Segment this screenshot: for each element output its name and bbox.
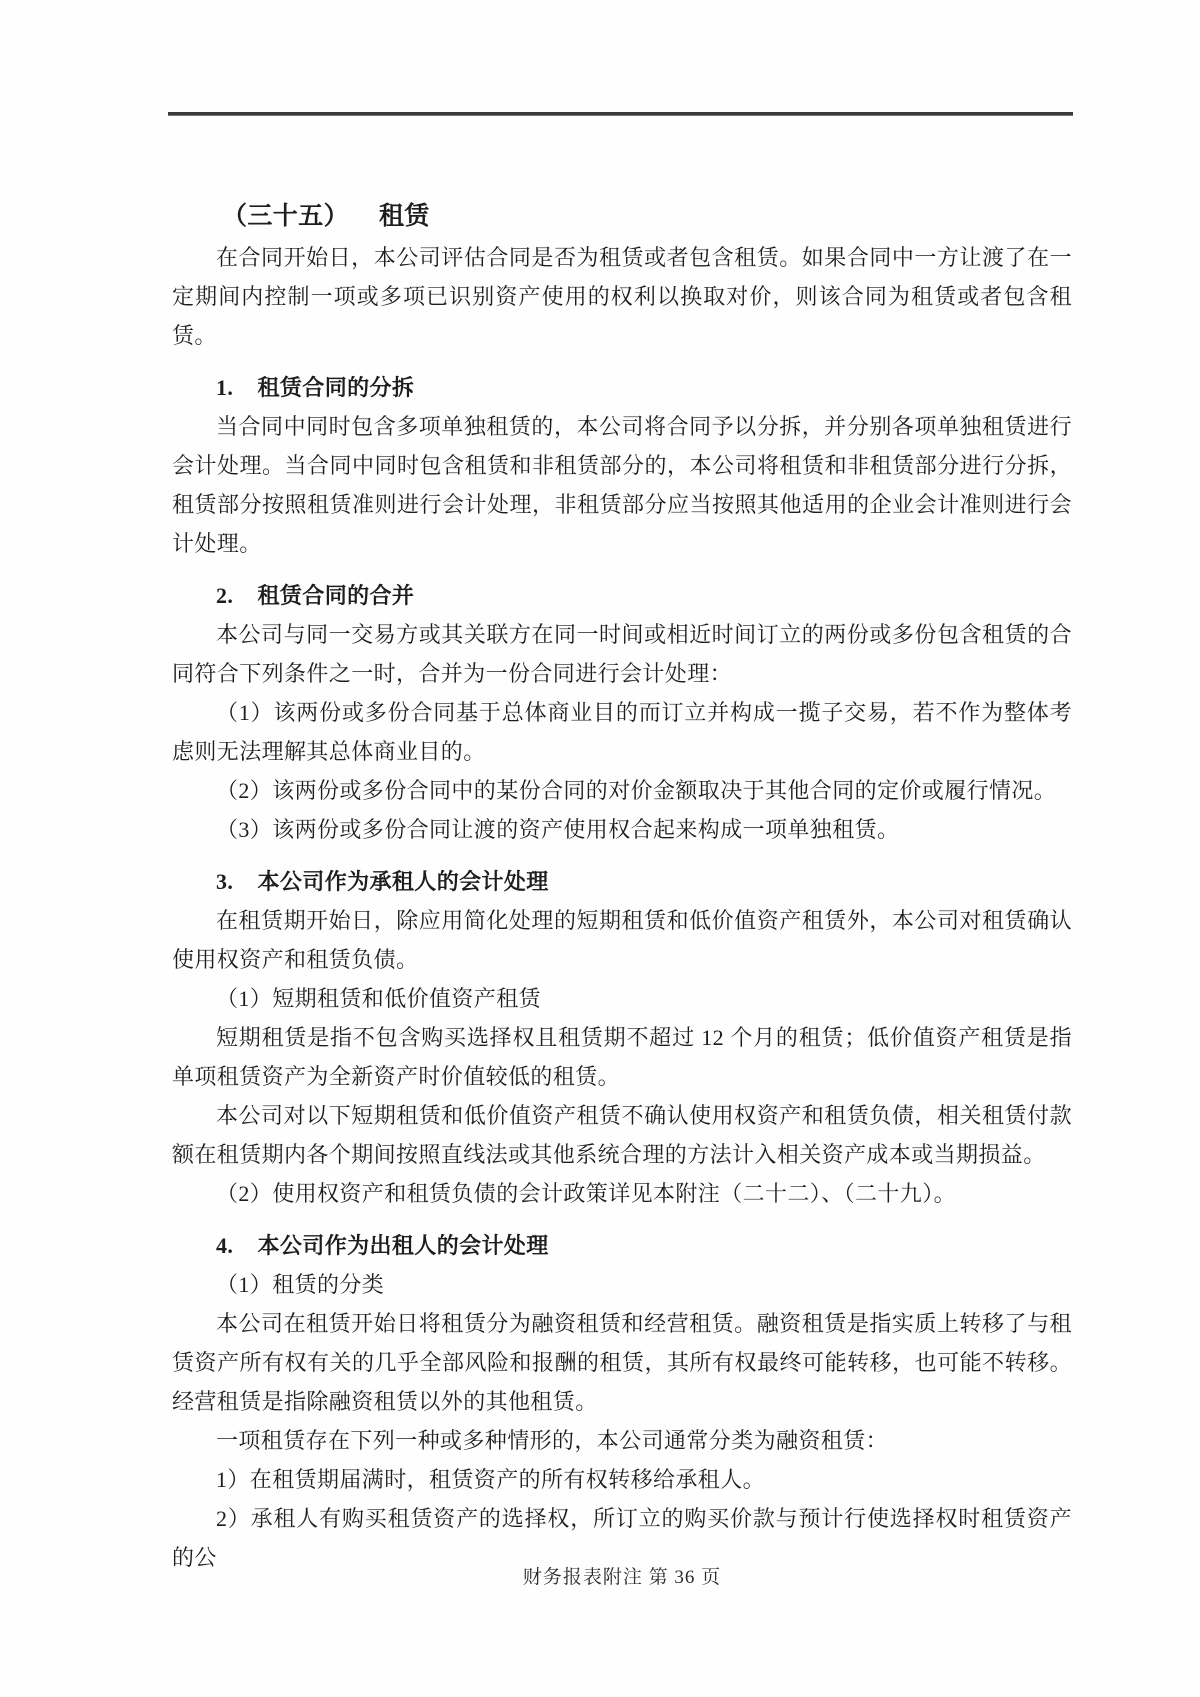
section-35-title: 租赁 — [379, 203, 430, 230]
list-item-rou-policy-reference: （2）使用权资产和租赁负债的会计政策详见本附注（二十二）、（二十九）。 — [216, 1181, 957, 1206]
paragraph-contract-separation: 当合同中同时包含多项单独租赁的，本公司将合同予以分拆，并分别各项单独租赁进行会计处理。当合同中同时包含租赁和非租赁部分的，本公司将租赁和非租赁部分进行分拆，租赁部分按照租赁准则进行会计处理，非租赁部分应当按照其他适用的企业会计准则进行会计处理。 — [172, 414, 1072, 556]
subsection-1-heading — [172, 368, 1072, 407]
subsection-2-title: 租赁合同的合并 — [257, 583, 415, 608]
subsection-4-title: 本公司作为出租人的会计处理 — [257, 1233, 549, 1258]
list-item-combination-1: （1）该两份或多份合同基于总体商业目的而订立并构成一揽子交易，若不作为整体考虑则无法理解其总体商业目的。 — [172, 700, 1072, 764]
list-item-finance-lease-2: 2）承租人有购买租赁资产的选择权，所订立的购买价款与预计行使选择权时租赁资产的公 — [172, 1506, 1072, 1570]
list-item-short-term-heading: （1）短期租赁和低价值资产租赁 — [216, 986, 542, 1011]
paragraph-lease-definition: 在合同开始日，本公司评估合同是否为租赁或者包含租赁。如果合同中一方让渡了在一定期间内控制一项或多项已识别资产使用的权利以换取对价，则该合同为租赁或者包含租赁。 — [172, 245, 1072, 348]
paragraph-short-term-treatment: 本公司对以下短期租赁和低价值资产租赁不确认使用权资产和租赁负债，相关租赁付款额在租赁期内各个期间按照直线法或其他系统合理的方法计入相关资产成本或当期损益。 — [172, 1103, 1072, 1167]
document-content — [172, 196, 1072, 1577]
subsection-2-heading — [172, 576, 1072, 615]
section-35-number: （三十五） — [222, 203, 350, 230]
subsection-1-title: 租赁合同的分拆 — [257, 375, 415, 400]
paragraph-short-term-definition: 短期租赁是指不包含购买选择权且租赁期不超过 12 个月的租赁；低价值资产租赁是指单项租赁资产为全新资产时价值较低的租赁。 — [172, 1025, 1072, 1089]
subsection-4-heading — [172, 1226, 1072, 1265]
paragraph-finance-lease-conditions: 一项租赁存在下列一种或多种情形的，本公司通常分类为融资租赁： — [216, 1428, 889, 1453]
section-35-heading — [172, 196, 1072, 238]
subsection-3-title: 本公司作为承租人的会计处理 — [257, 869, 549, 894]
paragraph-lease-classification: 本公司在租赁开始日将租赁分为融资租赁和经营租赁。融资租赁是指实质上转移了与租赁资产所有权有关的几乎全部风险和报酬的租赁，其所有权最终可能转移，也可能不转移。经营租赁是指除融资租赁以外的其他租赁。 — [172, 1311, 1072, 1414]
subsection-3-number: 3. — [216, 869, 234, 894]
subsection-1-number: 1. — [216, 375, 234, 400]
page-footer: 财务报表附注 第 36 页 — [522, 1567, 722, 1588]
subsection-3-heading — [172, 862, 1072, 901]
subsection-4-number: 4. — [216, 1233, 234, 1258]
list-item-lease-classification-heading: （1）租赁的分类 — [216, 1272, 385, 1297]
paragraph-contract-combination: 本公司与同一交易方或其关联方在同一时间或相近时间订立的两份或多份包含租赁的合同符合下列条件之一时，合并为一份合同进行会计处理： — [172, 622, 1072, 686]
paragraph-lessee-recognition: 在租赁期开始日，除应用简化处理的短期租赁和低价值资产租赁外，本公司对租赁确认使用权资产和租赁负债。 — [172, 908, 1072, 972]
subsection-2-number: 2. — [216, 583, 234, 608]
list-item-finance-lease-1: 1）在租赁期届满时，租赁资产的所有权转移给承租人。 — [216, 1467, 766, 1492]
list-item-combination-3: （3）该两份或多份合同让渡的资产使用权合起来构成一项单独租赁。 — [216, 817, 900, 842]
list-item-combination-2: （2）该两份或多份合同中的某份合同的对价金额取决于其他合同的定价或履行情况。 — [216, 778, 1057, 803]
header-rule — [168, 112, 1073, 116]
